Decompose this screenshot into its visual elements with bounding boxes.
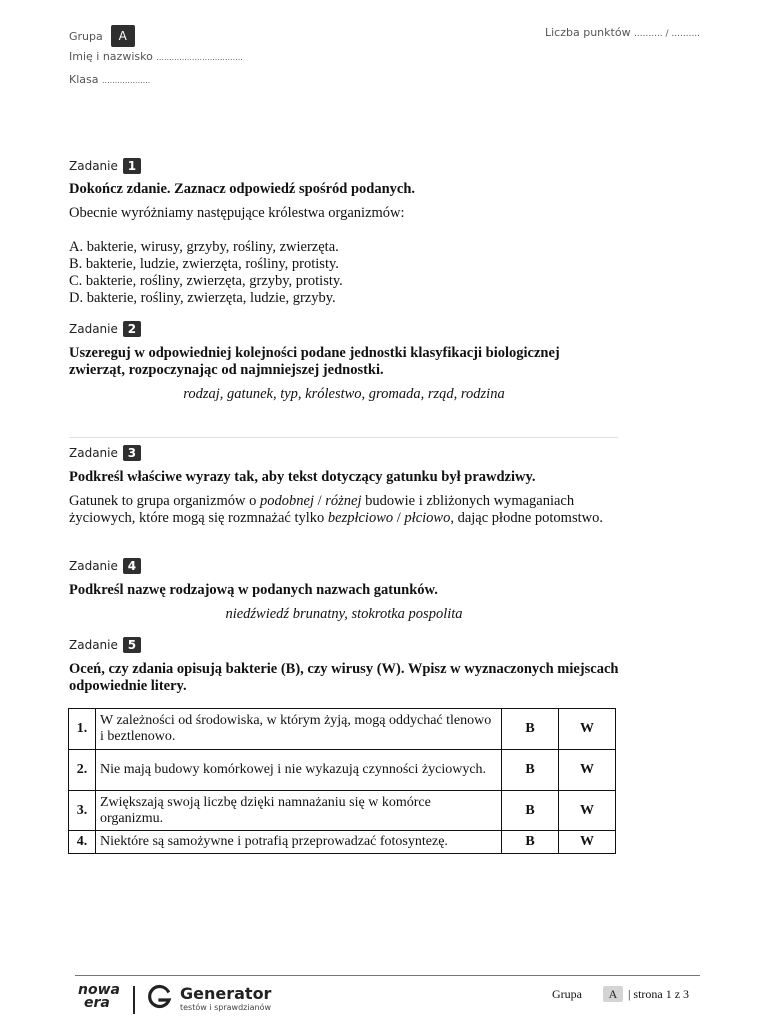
row-text: Zwiększają swoją liczbę dzięki namnażaniu się w komórce organizmu. [96,791,502,831]
task-word: Zadanie [69,322,118,336]
footer-group-label: Grupa [552,986,582,1001]
task-word: Zadanie [69,559,118,573]
class-dots: ................... [101,76,151,85]
footer-divider [75,975,700,976]
group-badge: A [111,25,135,47]
answer-b[interactable]: B [502,831,559,854]
task-5-instruction: Oceń, czy zdania opisują bakterie (B), czy wirusy (W). Wpisz w wyznaczonych miejscach odpowiednie litery. [69,661,619,694]
choice-bezplciowo[interactable]: bezpłciowo [327,510,394,526]
footer-page-info [552,986,689,1002]
task-4-instruction: Podkreśl nazwę rodzajową w podanych nazwach gatunków. [69,582,438,598]
row-text: W zależności od środowiska, w którym żyją, mogą oddychać tlenowo i beztlenowo. [96,709,502,750]
points-dots: .......... / .......... [634,29,701,39]
task-4-species: niedźwiedź brunatny, stokrotka pospolita [225,606,463,622]
nowa-era-logo [78,984,122,1010]
table-row [69,750,616,791]
text-part: Gatunek to grupa organizmów o [69,493,261,509]
task-number-badge: 4 [123,558,141,574]
footer-group-badge: A [603,986,623,1002]
logo-nowa-text: nowa [78,982,120,998]
task-number-badge: 2 [123,321,141,337]
answer-b[interactable]: B [502,709,559,750]
logo-separator [133,986,135,1014]
name-label: Imię i nazwisko [69,50,153,63]
page-number: | strona 1 z 3 [628,986,690,1001]
row-number: 1. [69,709,96,750]
name-dots: .................................. [156,53,243,62]
task-1-text: Obecnie wyróżniamy następujące królestwa organizmów: [69,205,405,221]
task-word: Zadanie [69,159,118,173]
row-number: 2. [69,750,96,791]
option-c: C. bakterie, rośliny, zwierzęta, grzyby, protisty. [69,273,343,289]
task-word: Zadanie [69,446,118,460]
task-number-badge: 1 [123,158,141,174]
points-label: Liczba punktów [545,26,631,39]
generator-g-icon [147,984,173,1015]
task-3-text [69,493,619,527]
task-4-label [69,558,141,574]
task-3-instruction: Podkreśl właściwe wyrazy tak, aby tekst dotyczący gatunku był prawdziwy. [69,469,536,485]
task-1-options [69,239,619,307]
answer-w[interactable]: W [559,791,616,831]
table-row [69,831,616,854]
task-2-units: rodzaj, gatunek, typ, królestwo, gromada, rząd, rodzina [183,386,505,402]
task-number-badge: 5 [123,637,141,653]
class-field [69,73,150,86]
option-b: B. bakterie, ludzie, zwierzęta, rośliny, protisty. [69,256,339,272]
table-row [69,791,616,831]
choice-plciowo[interactable]: płciowo [404,510,451,526]
task-3-label [69,445,141,461]
answer-w[interactable]: W [559,750,616,791]
task-number-badge: 3 [123,445,141,461]
task-2-instruction: Uszereguj w odpowiedniej kolejności podane jednostki klasyfikacji biologicznej zwierząt, rozpoczynając od najmniejszej jednostki. [69,345,560,378]
text-part: , dając płodne potomstwo. [450,510,603,526]
task-1-label [69,158,141,174]
row-number: 3. [69,791,96,831]
row-number: 4. [69,831,96,854]
logo-era-text: era [84,995,110,1011]
choice-podobnej[interactable]: podobnej [260,493,314,509]
option-d: D. bakterie, rośliny, zwierzęta, ludzie, grzyby. [69,290,336,306]
task-1-instruction: Dokończ zdanie. Zaznacz odpowiedź spośród podanych. [69,181,416,197]
group-label-text: Grupa [69,29,103,43]
row-text: Niektóre są samożywne i potrafią przeprowadzać fotosyntezę. [96,831,502,854]
points-field [545,26,700,39]
generator-logo-text: Generator [180,984,272,1003]
answer-b[interactable]: B [502,750,559,791]
slash: / [313,493,326,509]
bw-table [68,708,616,854]
section-divider [69,437,618,438]
task-5-label [69,637,141,653]
text-part: budowie i zbliżonych wymaganiach życiowych, które mogą się rozmnażać tylko [69,493,575,526]
answer-w[interactable]: W [559,709,616,750]
answer-b[interactable]: B [502,791,559,831]
slash: / [393,510,405,526]
table-row [69,709,616,750]
task-2-label [69,321,141,337]
class-label: Klasa [69,73,99,86]
name-field [69,50,243,63]
group-label [69,25,135,47]
generator-logo-subtitle: testów i sprawdzianów [180,1003,271,1012]
option-a: A. bakterie, wirusy, grzyby, rośliny, zwierzęta. [69,239,339,255]
row-text: Nie mają budowy komórkowej i nie wykazują czynności życiowych. [96,750,502,791]
choice-roznej[interactable]: różnej [325,493,362,509]
task-word: Zadanie [69,638,118,652]
answer-w[interactable]: W [559,831,616,854]
